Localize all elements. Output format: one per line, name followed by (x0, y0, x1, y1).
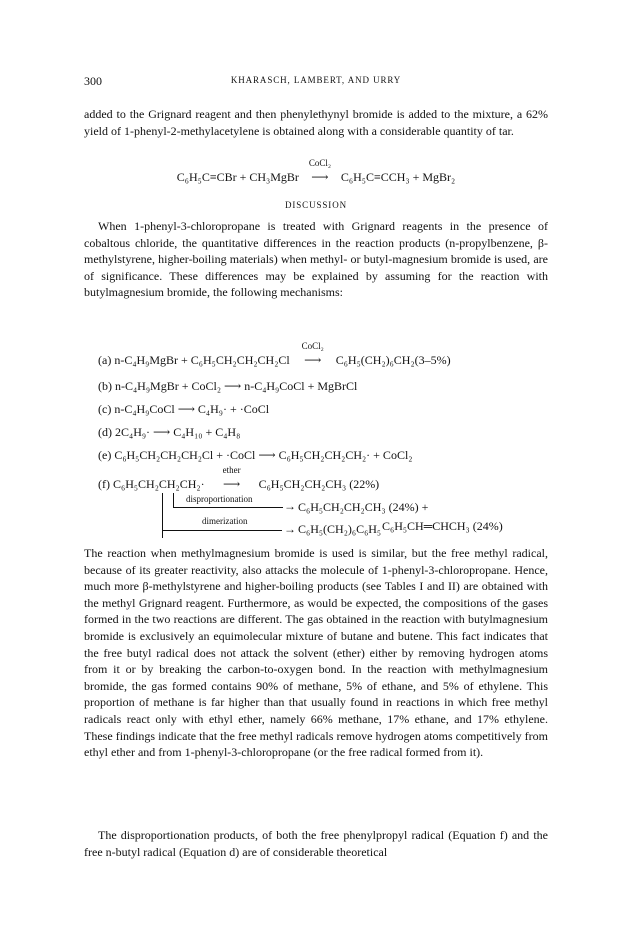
mechanism-b-label: (b) (98, 379, 112, 393)
mechanism-b-text: n-C₄H₉MgBr + CoCl₂ ⟶ n-C₄H₉CoCl + MgBrCl (115, 379, 358, 393)
mechanism-e-label: (e) (98, 448, 112, 462)
reaction-arrow-icon: → (284, 499, 296, 513)
running-title: KHARASCH, LAMBERT, AND URRY (230, 75, 402, 85)
mechanism-f-left: C₆H₅CH₂CH₂CH₂· (113, 477, 205, 491)
equation-1-left: C₆H₅C≡CBr + CH₃MgBr (176, 170, 299, 184)
mechanism-f-ether-product: C₆H₅CH₂CH₂CH₃ (22%) (258, 477, 380, 491)
mechanism-d (98, 425, 240, 440)
disp-hline (173, 507, 283, 508)
mechanism-c (98, 402, 269, 417)
disp-product-1: C₆H₅CH₂CH₂CH₃ (24%) + (298, 500, 429, 514)
mechanism-a (98, 341, 451, 368)
intro-paragraph: added to the Grignard reagent and then phenylethynyl bromide is added to the mixture, a 62% yield of 1-phenyl-2-methylacetylene is obtained along with a considerable quantity of tar. (84, 107, 548, 138)
mechanism-c-label: (c) (98, 402, 112, 416)
branch-line-inner (173, 493, 174, 507)
mechanism-d-text: 2C₄H₉· ⟶ C₄H₁₀ + C₄H₈ (115, 425, 241, 439)
disproportionation-paragraph: The disproportionation products, of both the free phenylpropyl radical (Equation f) and the free n-butyl radical (Equation d) are of considerable theoretical (84, 828, 548, 859)
mechanism-a-left: n-C₄H₉MgBr + C₆H₅CH₂CH₂CH₂Cl (114, 353, 290, 367)
equation-1-catalyst: CoCl₂ (308, 158, 331, 168)
mechanism-f-ether-label: ether (222, 465, 241, 475)
reaction-arrow-icon: ⟶ (222, 477, 241, 491)
mechanism-d-label: (d) (98, 425, 112, 439)
mechanism-f-label: (f) (98, 477, 110, 491)
mechanism-a-label: (a) (98, 353, 112, 367)
methyl-paragraph: The reaction when methylmagnesium bromide is used is similar, but the free methyl radical, because of its greater reactivity, also attacks the molecule of 1-phenyl-3-chloropropane. Hence, much more β-methylstyrene and higher-boiling products (see Tables I and II) are obtained with the methyl Grignard reagent. Furthermore, as would be expected, the compositions of the gases formed in the two reactions are different. The gas obtained in the reaction with butylmagnesium bromide is exclusively an equimolecular mixture of butane and butene. This fact indicates that the free butyl radical does not attack the solvent (ether) either by removing hydrogen atoms from it or by breaking the carbon-to-oxygen bond. In the reaction with methylmagnesium bromide, the gas formed contains 90% of methane, 5% of ethane, and 5% of ethylene. This proportion of methane is far higher than that usually found in reactions in which free methyl radicals react only with ethyl ether, namely 66% methane, 17% ethane, and 17% ethylene. These findings indicate that the free methyl radicals remove hydrogen atoms competitively from ethyl ether and from 1-phenyl-3-chloropropane (or the free radical formed from it). (84, 546, 548, 760)
section-heading: DISCUSSION (284, 200, 347, 210)
mechanism-e (98, 448, 412, 463)
dimer-product: C₆H₅(CH₂)₆C₆H₅ (298, 522, 382, 536)
reaction-arrow-icon: ⟶ (304, 353, 322, 367)
reaction-arrow-icon: → (284, 522, 296, 536)
equation-1 (0, 158, 632, 185)
page-number: 300 (84, 74, 102, 88)
mechanism-a-arrow (293, 341, 333, 368)
disp-product-2: C₆H₅CH═CHCH₃ (24%) (382, 519, 503, 533)
dimer-hline (162, 530, 282, 531)
mechanism-e-text: C₆H₅CH₂CH₂CH₂Cl + ·CoCl ⟶ C₆H₅CH₂CH₂CH₂· + CoCl₂ (114, 448, 413, 462)
page-header (84, 74, 548, 90)
mechanism-f-ether-arrow (208, 465, 256, 492)
mechanism-a-catalyst: CoCl₂ (301, 341, 324, 351)
mechanism-a-right: C₆H₅(CH₂)₆CH₂(3–5%) (335, 353, 451, 367)
mechanism-b (98, 379, 357, 394)
reaction-arrow-icon: ⟶ (311, 170, 329, 184)
discussion-paragraph: When 1-phenyl-3-chloropropane is treated with Grignard reagents in the presence of cobaltous chloride, the quantitative differences in the reaction products (n-propylbenzene, β-methylstyrene, higher-boiling materials) when methyl- or butyl-magnesium bromide is used, are of significance. These differences may be explained by assuming for the reaction with butylmagnesium bromide, the following mechanisms: (84, 219, 548, 300)
mechanism-f (98, 465, 380, 492)
mechanism-c-text: n-C₄H₉CoCl ⟶ C₄H₉· + ·CoCl (114, 402, 270, 416)
equation-1-right: C₆H₅C≡CCH₃ + MgBr₂ (340, 170, 456, 184)
dimerization-label: dimerization (202, 516, 248, 526)
equation-1-arrow (302, 158, 338, 185)
disproportionation-label: disproportionation (186, 494, 253, 504)
